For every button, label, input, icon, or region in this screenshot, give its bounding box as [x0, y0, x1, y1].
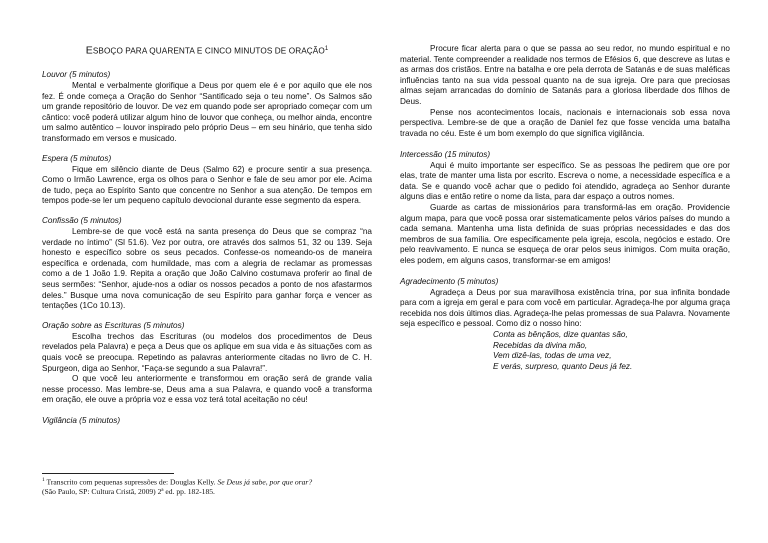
- right-column: [400, 44, 730, 372]
- section-paragraph: Guarde as cartas de missionários para transformá-las em oração. Providencie algum mapa, para que você possa orar sistematicamente pelos vários países do mundo a cada semana. Mantenha uma lista definida de suas próprias necessidades e das dos membros de sua família. Ore especificamente pela igreja, escola, negócios e estado. Ore pelo reavivamento. E nunca se esqueça de orar pelos seus inimigos. Com muita oração, eles podem, em alguns casos, transformar-se em amigos!: [400, 202, 730, 265]
- section-paragraph: O que você leu anteriormente e transformou em oração será de grande valia nesse processo. Mas lembre-se, Deus ama a sua Palavra, e quando você a transforma em oração, ele ouve a própria voz e essa voz terá total aceitação no céu!: [42, 374, 372, 405]
- title-initial: E: [85, 44, 93, 57]
- hymn-line: Recebidas da divina mão,: [493, 340, 588, 350]
- section-espera: [42, 154, 372, 207]
- page-title: [42, 44, 372, 57]
- footnote: [42, 476, 372, 497]
- hymn-quote: [400, 330, 730, 372]
- section-confissao: [42, 216, 372, 311]
- section-paragraph: Escolha trechos das Escrituras (ou modelos dos procedimentos de Deus revelados pela Palavra) e peça a Deus que os aplique em sua vida e às situações com as quais você se preocupa. Repetindo as palavras anteriormente citadas no livro de C. H. Spurgeon, diga ao Senhor, “Faça-se segundo a sua Palavra!”.: [42, 331, 372, 373]
- footnote-publisher: (São Paulo, SP: Cultura Cristã, 2009) 2ª ed. pp. 182-185.: [42, 487, 215, 497]
- section-paragraph: Fique em silêncio diante de Deus (Salmo 62) e procure sentir a sua presença. Como o Irmão Lawrence, erga os olhos para o Senhor e fale de seu amor por ele. Acima de tudo, peça ao Espírito Santo que concentre no Senhor a sua atenção. De tempos em tempos pode-se ler um pequeno capítulo devocional durante esse segmento da espera.: [42, 164, 372, 206]
- section-paragraph: Agradeça a Deus por sua maravilhosa existência trina, por sua infinita bondade para com a igreja em geral e para com você em particular. Agradeça-lhe por alguma graça recebida nos dois últimos dias. Agradeça-lhe pelas promessas de sua Palavra. Novamente seja específico e pessoal. Como diz o nosso hino:: [400, 287, 730, 329]
- section-paragraph: Pense nos acontecimentos locais, nacionais e internacionais sob essa nova perspectiva. Lembre-se de que a oração de Daniel fez que fosse vencida uma batalha travada no céu. Este é um bom exemplo do que significa vigilância.: [400, 107, 730, 138]
- section-heading: Confissão (5 minutos): [42, 216, 122, 226]
- footnote-book-title: Se Deus já sabe, por que orar?: [217, 477, 313, 487]
- section-escrituras: [42, 321, 372, 406]
- section-vigilancia-heading: [42, 416, 372, 427]
- section-heading: Oração sobre as Escrituras (5 minutos): [42, 321, 185, 331]
- section-heading: Intercessão (15 minutos): [400, 149, 491, 159]
- left-column: [42, 0, 372, 426]
- section-vigilancia-body: [400, 44, 730, 139]
- footnote-number: 1: [42, 477, 45, 483]
- hymn-line: Conta as bênçãos, dize quantas são,: [493, 330, 628, 340]
- section-heading: Espera (5 minutos): [42, 153, 112, 163]
- footnote-divider: [42, 473, 174, 474]
- title-text: SBOÇO PARA QUARENTA E CINCO MINUTOS DE ORAÇÃO: [92, 46, 325, 56]
- section-paragraph: Aqui é muito importante ser específico. Se as pessoas lhe pedirem que ore por elas, trate de manter uma lista por escrito. Escreva o nome, a necessidade específica e a data. Se e quando você achar que o pedido foi atendido, agradeça ao Senhor durante alguns dias e então retire o nome da lista, para dar espaço a outros nomes.: [400, 160, 730, 202]
- section-heading: Vigilância (5 minutos): [42, 415, 121, 425]
- section-louvor: [42, 70, 372, 144]
- section-paragraph: Lembre-se de que você está na santa presença do Deus que se compraz “na verdade no íntimo” (Sl 51.6). Vez por outra, ore através dos salmos 51, 32 ou 139. Seja honesto e específico sobre os seus pecados. Confesse-os nomeando-os de maneira específica e ordenada, com humildade, mas com a alegria de reclamar as promessas como a de 1 João 1.9. Repita a oração que João Calvino costumava proferir ao final de seus sermões: “Senhor, ajude-nos a odiar os nossos pecados a ponto de nos afastarmos deles.” Busque uma nova comunicação de seu Espírito para ganhar força e vencer as tentações (1Co 10.13).: [42, 227, 372, 311]
- section-agradecimento: [400, 277, 730, 372]
- hymn-line: Vem dizê-las, todas de uma vez,: [493, 351, 612, 361]
- section-heading: Louvor (5 minutos): [42, 70, 111, 80]
- section-paragraph: Procure ficar alerta para o que se passa ao seu redor, no mundo espiritual e no material. Tente compreender a realidade nos termos de Efésios 6, que descreve as lutas e as armas dos cristãos. Entre na batalha e ore pela derrota de Satanás e de suas maléficas influências tanto na sua vida pessoal quanto na de sua igreja. Ore para que preciosas almas sejam arrancadas do domínio de Satanás para a gloriosa liberdade dos filhos de Deus.: [400, 44, 730, 106]
- section-paragraph: Mental e verbalmente glorifique a Deus por quem ele é e por aquilo que ele nos fez. É onde começa a Oração do Senhor “Santificado seja o teu nome”. Os Salmos são um grande repositório de louvor. De vez em quando pode ser apropriado começar com um cântico: você poderá utilizar algum hino de louvor que conheça, ou melhor ainda, encontre um salmo autêntico – louvor inspirado pelo próprio Deus – em seu hinário, que tenha sido transformado em versos e musicado.: [42, 80, 372, 143]
- section-heading: Agradecimento (5 minutos): [400, 277, 499, 287]
- hymn-line: E verás, surpreso, quanto Deus já fez.: [493, 361, 633, 371]
- footnote-text: Transcrito com pequenas supressões de: Douglas Kelly.: [46, 477, 216, 487]
- section-intercessao: [400, 150, 730, 267]
- footnote-ref[interactable]: 1: [324, 46, 329, 52]
